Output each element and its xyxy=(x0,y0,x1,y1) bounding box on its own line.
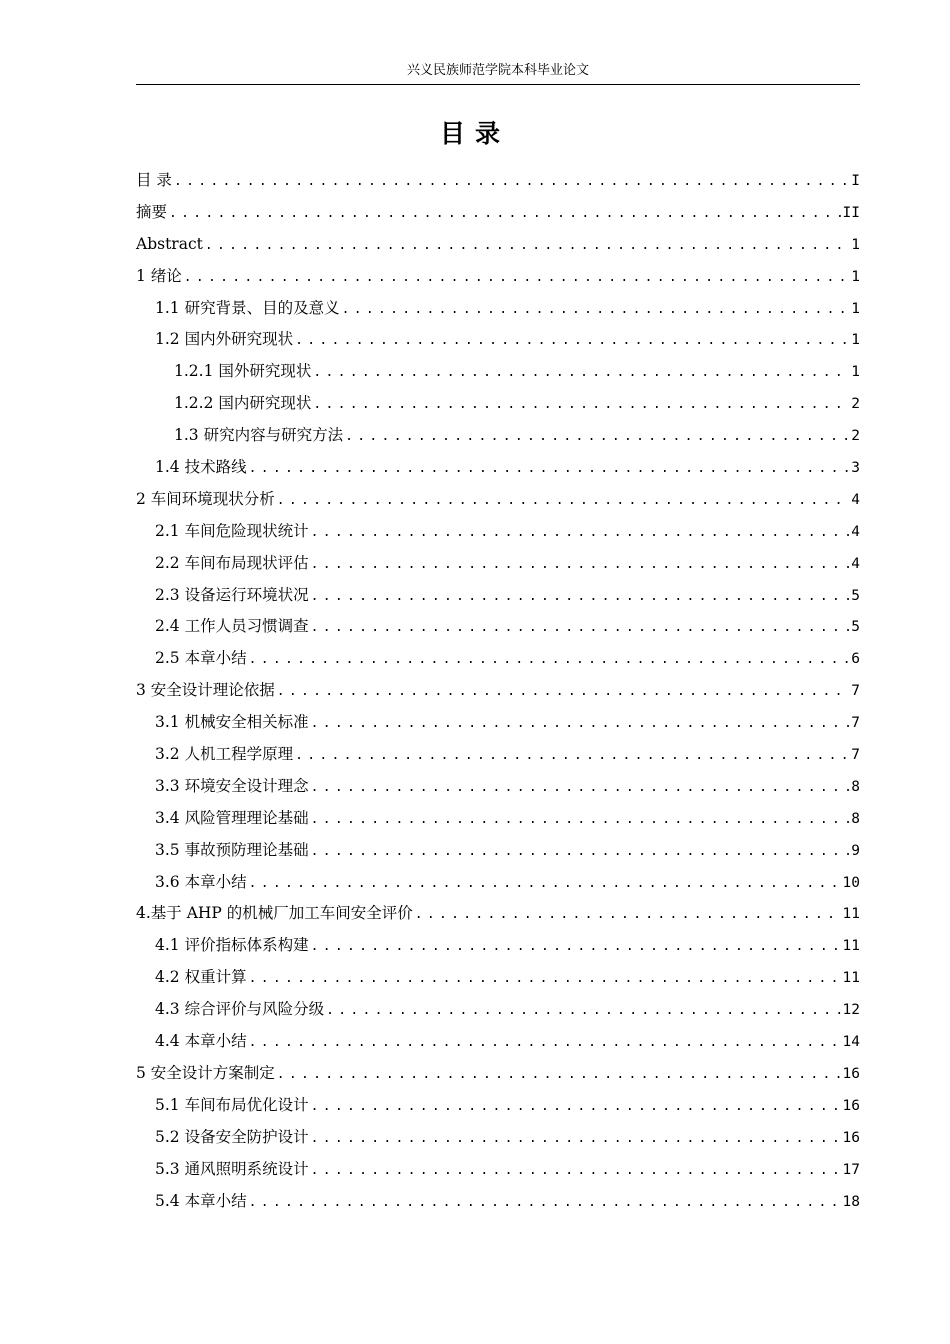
toc-entry-label: Abstract xyxy=(136,234,203,253)
toc-entry-page-number: 17 xyxy=(842,1161,860,1178)
toc-entry[interactable] xyxy=(136,484,860,516)
toc-dot-leader xyxy=(342,294,850,326)
toc-dot-leader xyxy=(249,1187,841,1219)
toc-dot-leader xyxy=(415,899,841,931)
toc-entry-page-number: 1 xyxy=(851,300,860,317)
toc-entry-label: 3.4 风险管理理论基础 xyxy=(155,808,309,827)
toc-dot-leader xyxy=(277,485,849,517)
toc-entry-page-number: 4 xyxy=(851,555,860,572)
toc-dot-leader xyxy=(249,453,850,485)
toc-entry[interactable] xyxy=(136,898,860,930)
toc-entry-label: 5.3 通风照明系统设计 xyxy=(155,1159,309,1178)
toc-entry-page-number: 1 xyxy=(851,268,860,285)
toc-dot-leader xyxy=(311,708,850,740)
toc-entry[interactable] xyxy=(136,739,860,771)
toc-entry[interactable] xyxy=(136,1026,860,1058)
toc-entry[interactable] xyxy=(136,452,860,484)
toc-entry-label: 3.3 环境安全设计理念 xyxy=(155,776,309,795)
toc-entry-label: 1.4 技术路线 xyxy=(155,458,247,477)
toc-entry-label: 3.6 本章小结 xyxy=(155,872,247,891)
toc-dot-leader xyxy=(295,740,849,772)
toc-entry-label: 目 录 xyxy=(136,171,172,189)
toc-dot-leader xyxy=(169,198,841,230)
toc-entry[interactable] xyxy=(136,643,860,675)
toc-entry[interactable] xyxy=(136,675,860,707)
toc-entry-page-number: 2 xyxy=(851,428,860,445)
toc-dot-leader xyxy=(311,549,850,581)
toc-dot-leader xyxy=(184,262,849,294)
toc-entry[interactable] xyxy=(136,516,860,548)
toc-dot-leader xyxy=(311,1155,841,1187)
toc-entry-label: 1.1 研究背景、目的及意义 xyxy=(155,298,340,317)
toc-entry-page-number: 5 xyxy=(851,587,860,604)
toc-entry-page-number: 11 xyxy=(842,906,860,923)
toc-entry[interactable] xyxy=(136,867,860,899)
toc-entry-label: 5 安全设计方案制定 xyxy=(136,1063,275,1082)
toc-entry[interactable] xyxy=(136,1154,860,1186)
toc-entry-label: 4.3 综合评价与风险分级 xyxy=(155,1000,325,1019)
toc-dot-leader xyxy=(205,230,849,262)
toc-entry[interactable] xyxy=(136,835,860,867)
toc-entry[interactable] xyxy=(136,707,860,739)
toc-entry-label: 2.2 车间布局现状评估 xyxy=(155,553,309,572)
toc-entry-label: 5.4 本章小结 xyxy=(155,1191,247,1210)
running-header-title: 兴义民族师范学院本科毕业论文 xyxy=(406,63,589,78)
toc-entry-label: 2.5 本章小结 xyxy=(155,649,247,668)
toc-entry-page-number: 7 xyxy=(851,715,860,732)
toc-entry[interactable] xyxy=(136,165,860,197)
toc-entry-label: 3.1 机械安全相关标准 xyxy=(155,713,309,732)
toc-entry-page-number: 3 xyxy=(851,460,860,477)
toc-dot-leader xyxy=(249,963,841,995)
toc-dot-leader xyxy=(277,1059,841,1091)
toc-entry-page-number: 6 xyxy=(851,651,860,668)
toc-entry-label: 1 绪论 xyxy=(136,266,182,285)
toc-entry-page-number: 1 xyxy=(851,332,860,349)
toc-entry[interactable] xyxy=(136,580,860,612)
toc-entry-label: 2.4 工作人员习惯调查 xyxy=(155,617,309,636)
page-title: 目录 xyxy=(439,119,510,148)
toc-entry[interactable] xyxy=(136,388,860,420)
toc-dot-leader xyxy=(313,357,849,389)
toc-dot-leader xyxy=(311,836,850,868)
toc-entry[interactable] xyxy=(136,548,860,580)
toc-entry[interactable] xyxy=(136,994,860,1026)
toc-entry[interactable] xyxy=(136,420,860,452)
toc-entry[interactable] xyxy=(136,771,860,803)
toc-dot-leader xyxy=(313,389,849,421)
toc-entry-label: 摘要 xyxy=(136,202,168,221)
toc-entry[interactable] xyxy=(136,1186,860,1218)
toc-entry-page-number: 16 xyxy=(842,1129,860,1146)
toc-entry[interactable] xyxy=(136,962,860,994)
toc-entry[interactable] xyxy=(136,229,860,261)
toc-entry[interactable] xyxy=(136,197,860,229)
toc-entry-page-number: 8 xyxy=(851,810,860,827)
toc-dot-leader xyxy=(311,1091,841,1123)
toc-entry-page-number: 10 xyxy=(842,874,860,891)
toc-entry-label: 3.5 事故预防理论基础 xyxy=(155,840,309,859)
toc-entry-label: 4.1 评价指标体系构建 xyxy=(155,936,309,955)
toc-entry-page-number: 12 xyxy=(842,1002,860,1019)
toc-dot-leader xyxy=(249,644,850,676)
toc-entry-page-number: II xyxy=(842,204,860,221)
toc-entry-label: 5.1 车间布局优化设计 xyxy=(155,1095,309,1114)
toc-entry-page-number: 7 xyxy=(851,747,860,764)
toc-entry-label: 2.1 车间危险现状统计 xyxy=(155,521,309,540)
toc-dot-leader xyxy=(311,772,850,804)
toc-dot-leader xyxy=(277,676,849,708)
toc-entry[interactable] xyxy=(136,803,860,835)
toc-dot-leader xyxy=(295,325,849,357)
toc-entry-page-number: 18 xyxy=(842,1193,860,1210)
toc-dot-leader xyxy=(311,612,850,644)
toc-entry-label: 1.3 研究内容与研究方法 xyxy=(174,426,344,445)
toc-entry-page-number: 16 xyxy=(842,1065,860,1082)
toc-entry-page-number: 16 xyxy=(842,1097,860,1114)
toc-entry[interactable] xyxy=(136,324,860,356)
toc-entry-label: 2.3 设备运行环境状况 xyxy=(155,585,309,604)
toc-dot-leader xyxy=(311,581,850,613)
toc-dot-leader xyxy=(345,421,849,453)
toc-entry-label: 1.2 国内外研究现状 xyxy=(155,330,294,349)
toc-entry-page-number: 8 xyxy=(851,778,860,795)
toc-entry[interactable] xyxy=(136,1058,860,1090)
toc-entry-page-number: 11 xyxy=(842,938,860,955)
toc-entry-page-number: 11 xyxy=(842,970,860,987)
toc-entry-page-number: 4 xyxy=(851,491,860,508)
toc-entry-page-number: 14 xyxy=(842,1034,860,1051)
toc-dot-leader xyxy=(326,995,840,1027)
toc-entry-label: 3 安全设计理论依据 xyxy=(136,681,275,700)
toc-entry-page-number: I xyxy=(851,173,860,189)
table-of-contents xyxy=(136,165,860,1217)
toc-entry-page-number: 7 xyxy=(851,683,860,700)
toc-entry-label: 3.2 人机工程学原理 xyxy=(155,745,294,764)
toc-entry-page-number: 1 xyxy=(851,364,860,381)
toc-entry-label: 1.2.1 国外研究现状 xyxy=(174,362,312,381)
toc-dot-leader xyxy=(174,166,849,198)
running-header xyxy=(136,62,860,85)
toc-dot-leader xyxy=(249,1027,841,1059)
toc-entry-label: 2 车间环境现状分析 xyxy=(136,489,275,508)
toc-entry[interactable] xyxy=(136,611,860,643)
toc-entry[interactable] xyxy=(136,1090,860,1122)
toc-entry-page-number: 4 xyxy=(851,523,860,540)
toc-entry-label: 5.2 设备安全防护设计 xyxy=(155,1127,309,1146)
toc-entry-label: 4.2 权重计算 xyxy=(155,968,247,987)
toc-dot-leader xyxy=(311,931,841,963)
toc-entry-label: 1.2.2 国内研究现状 xyxy=(174,394,312,413)
toc-entry[interactable] xyxy=(136,261,860,293)
toc-entry-page-number: 2 xyxy=(851,396,860,413)
toc-dot-leader xyxy=(311,804,850,836)
toc-dot-leader xyxy=(311,1123,841,1155)
toc-entry-page-number: 5 xyxy=(851,619,860,636)
toc-entry-label: 4.4 本章小结 xyxy=(155,1032,247,1051)
toc-entry[interactable] xyxy=(136,293,860,325)
toc-dot-leader xyxy=(249,868,841,900)
toc-entry[interactable] xyxy=(136,356,860,388)
toc-entry-page-number: 1 xyxy=(851,236,860,253)
toc-entry-page-number: 9 xyxy=(851,842,860,859)
toc-dot-leader xyxy=(311,517,850,549)
toc-entry[interactable] xyxy=(136,930,860,962)
toc-entry-label: 4.基于 AHP 的机械厂加工车间安全评价 xyxy=(136,904,413,923)
toc-entry[interactable] xyxy=(136,1122,860,1154)
